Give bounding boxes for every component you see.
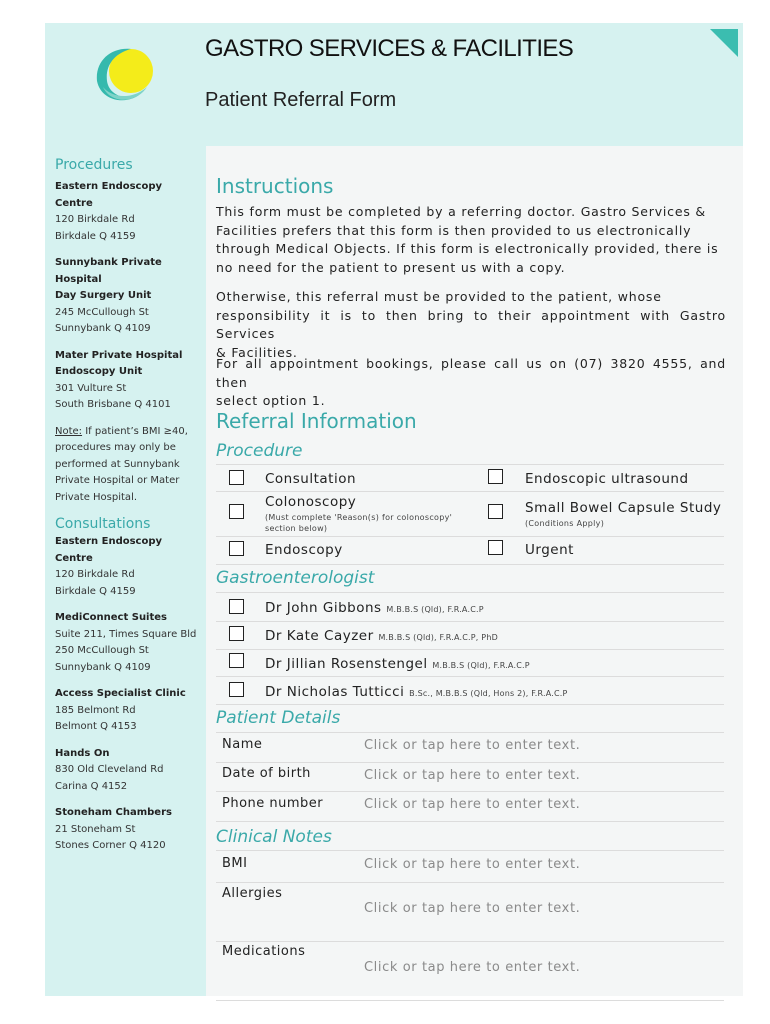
address-line: South Brisbane Q 4101 — [55, 399, 171, 410]
doctor-name: Dr John Gibbons — [265, 600, 382, 616]
location-name: Hospital — [55, 273, 102, 285]
note-text: procedures may only be — [55, 442, 176, 453]
consultation-location — [55, 534, 201, 600]
divider — [216, 649, 724, 650]
location-name: Eastern Endoscopy Centre — [55, 536, 163, 564]
address-line: Birkdale Q 4159 — [55, 585, 136, 597]
doctor-option — [265, 600, 484, 616]
gastroenterologist-heading: Gastroenterologist — [216, 568, 375, 588]
clinical-notes-heading: Clinical Notes — [216, 827, 332, 847]
endoscopy-checkbox[interactable] — [229, 541, 244, 556]
location-name: MediConnect Suites — [55, 612, 168, 623]
divider — [216, 1000, 724, 1001]
divider — [216, 850, 724, 851]
note-label: Note: — [55, 425, 83, 437]
divider — [216, 882, 724, 883]
note-text: performed at Sunnybank — [55, 458, 180, 470]
consultation-label: Consultation — [265, 471, 357, 487]
name-input[interactable]: Click or tap here to enter text. — [364, 738, 581, 753]
divider — [216, 791, 724, 792]
colonoscopy-note — [265, 512, 452, 534]
doctor-name: Dr Jillian Rosenstengel — [265, 656, 428, 672]
bmi-note — [55, 424, 201, 507]
consultation-location — [55, 686, 201, 736]
location-name: Sunnybank Private — [55, 257, 162, 268]
location-name: Hands On — [55, 747, 110, 759]
date-of-birth-input[interactable]: Click or tap here to enter text. — [364, 768, 581, 783]
divider — [216, 592, 724, 593]
doctor-qualifications: M.B.B.S (Qld), F.R.A.C.P — [386, 605, 484, 614]
address-line: 120 Birkdale Rd — [55, 569, 135, 580]
bmi-label: BMI — [222, 856, 248, 871]
address-line: Suite 211, Times Square Bld — [55, 628, 197, 640]
note-text: Private Hospital. — [55, 491, 138, 503]
paragraph-line: & Facilities. — [216, 344, 298, 360]
doctor-option — [265, 656, 530, 672]
medications-input[interactable]: Click or tap here to enter text. — [364, 960, 581, 975]
divider — [216, 491, 724, 492]
doctor-checkbox[interactable] — [229, 626, 244, 641]
paragraph-line: responsibility it is to then bring to their appointment with Gastro Services — [216, 307, 726, 341]
medications-label: Medications — [222, 944, 306, 959]
paragraph-line: Otherwise, this referral must be provided to the patient, whose — [216, 289, 662, 304]
instructions-heading: Instructions — [216, 174, 334, 198]
consultation-location — [55, 610, 201, 676]
procedure-location — [55, 348, 201, 414]
form-page — [45, 23, 743, 996]
address-line: Sunnybank Q 4109 — [55, 661, 151, 673]
doctor-checkbox[interactable] — [229, 653, 244, 668]
patient-details-heading: Patient Details — [216, 708, 341, 728]
doctor-name: Dr Nicholas Tutticci — [265, 684, 405, 700]
address-line: 21 Stoneham St — [55, 823, 136, 835]
referral-heading: Referral Information — [216, 409, 417, 433]
divider — [216, 564, 724, 565]
paragraph-line: Facilities prefers that this form is then provided to us electronically — [216, 222, 692, 238]
colonoscopy-checkbox[interactable] — [229, 504, 244, 519]
consultations-heading: Consultations — [55, 516, 151, 532]
paragraph-line: through Medical Objects. If this form is electronically provided, there is — [216, 241, 719, 256]
location-name: Mater Private Hospital — [55, 349, 183, 361]
procedures-heading: Procedures — [55, 157, 133, 173]
date-of-birth-label: Date of birth — [222, 766, 311, 781]
location-name: Eastern Endoscopy Centre — [55, 181, 163, 209]
name-label: Name — [222, 737, 263, 752]
doctor-qualifications: M.B.B.S (Qld), F.R.A.C.P — [432, 661, 530, 670]
location-name: Stoneham Chambers — [55, 807, 172, 818]
paragraph-line: no need for the patient to present us with a copy. — [216, 259, 566, 275]
procedure-location — [55, 179, 201, 245]
note-text: If patient’s BMI ≥40, — [82, 425, 188, 437]
phone-number-label: Phone number — [222, 796, 324, 811]
doctor-checkbox[interactable] — [229, 599, 244, 614]
page-subtitle: Patient Referral Form — [205, 89, 397, 111]
divider — [216, 464, 724, 465]
divider — [216, 732, 724, 733]
instructions-paragraph-3 — [216, 355, 726, 411]
corner-tab-decoration — [710, 29, 738, 57]
divider — [216, 821, 724, 822]
divider — [216, 941, 724, 942]
address-line: Sunnybank Q 4109 — [55, 323, 151, 334]
doctor-qualifications: B.Sc., M.B.B.S (Qld, Hons 2), F.R.A.C.P — [409, 689, 568, 698]
note-line: section below) — [265, 524, 328, 533]
doctor-checkbox[interactable] — [229, 682, 244, 697]
paragraph-line: select option 1. — [216, 393, 326, 408]
address-line: 830 Old Cleveland Rd — [55, 764, 164, 775]
doctor-option — [265, 684, 568, 700]
address-line: 185 Belmont Rd — [55, 704, 136, 716]
doctor-name: Dr Kate Cayzer — [265, 628, 374, 644]
doctor-qualifications: M.B.B.S (Qld), F.R.A.C.P, PhD — [378, 633, 498, 642]
consultation-location — [55, 746, 201, 796]
sun-wave-logo-icon — [91, 43, 159, 107]
divider — [216, 762, 724, 763]
sidebar — [55, 157, 201, 865]
location-name: Endoscopy Unit — [55, 366, 143, 377]
main-panel — [206, 146, 743, 996]
address-line: 245 McCullough St — [55, 306, 149, 318]
note-line: (Must complete 'Reason(s) for colonoscopy' — [265, 513, 453, 522]
divider — [216, 704, 724, 705]
capsule-study-note: (Conditions Apply) — [525, 519, 605, 528]
address-line: Birkdale Q 4159 — [55, 230, 136, 242]
address-line: 301 Vulture St — [55, 382, 127, 394]
address-line: Carina Q 4152 — [55, 780, 128, 792]
capsule-study-label: Small Bowel Capsule Study — [525, 500, 722, 516]
doctor-option — [265, 628, 498, 644]
colonoscopy-label: Colonoscopy — [265, 494, 357, 510]
procedure-heading: Procedure — [216, 441, 303, 461]
address-line: 250 McCullough St — [55, 645, 149, 656]
endoscopy-label: Endoscopy — [265, 542, 343, 558]
instructions-paragraph-1 — [216, 203, 726, 277]
location-name: Access Specialist Clinic — [55, 688, 186, 699]
allergies-input[interactable]: Click or tap here to enter text. — [364, 901, 581, 916]
urgent-label: Urgent — [525, 542, 574, 558]
divider — [216, 536, 724, 537]
instructions-paragraph-2 — [216, 288, 726, 362]
consultation-location — [55, 805, 201, 855]
endoscopic-ultrasound-label: Endoscopic ultrasound — [525, 471, 689, 487]
paragraph-line: This form must be completed by a referring doctor. Gastro Services & — [216, 204, 706, 219]
header-band — [45, 23, 743, 146]
note-text: Private Hospital or Mater — [55, 475, 180, 486]
divider — [216, 676, 724, 677]
consultation-checkbox[interactable] — [229, 470, 244, 485]
address-line: Stones Corner Q 4120 — [55, 840, 166, 851]
phone-number-input[interactable]: Click or tap here to enter text. — [364, 797, 581, 812]
capsule-study-checkbox[interactable] — [488, 504, 503, 519]
allergies-label: Allergies — [222, 886, 283, 901]
address-line: 120 Birkdale Rd — [55, 214, 135, 225]
address-line: Belmont Q 4153 — [55, 721, 137, 732]
divider — [216, 621, 724, 622]
procedure-location — [55, 255, 201, 338]
bmi-input[interactable]: Click or tap here to enter text. — [364, 857, 581, 872]
urgent-checkbox[interactable] — [488, 540, 503, 555]
location-name: Day Surgery Unit — [55, 290, 152, 301]
paragraph-line: For all appointment bookings, please call us on (07) 3820 4555, and then — [216, 356, 726, 390]
page-title: GASTRO SERVICES & FACILITIES — [205, 35, 574, 62]
endoscopic-ultrasound-checkbox[interactable] — [488, 469, 503, 484]
